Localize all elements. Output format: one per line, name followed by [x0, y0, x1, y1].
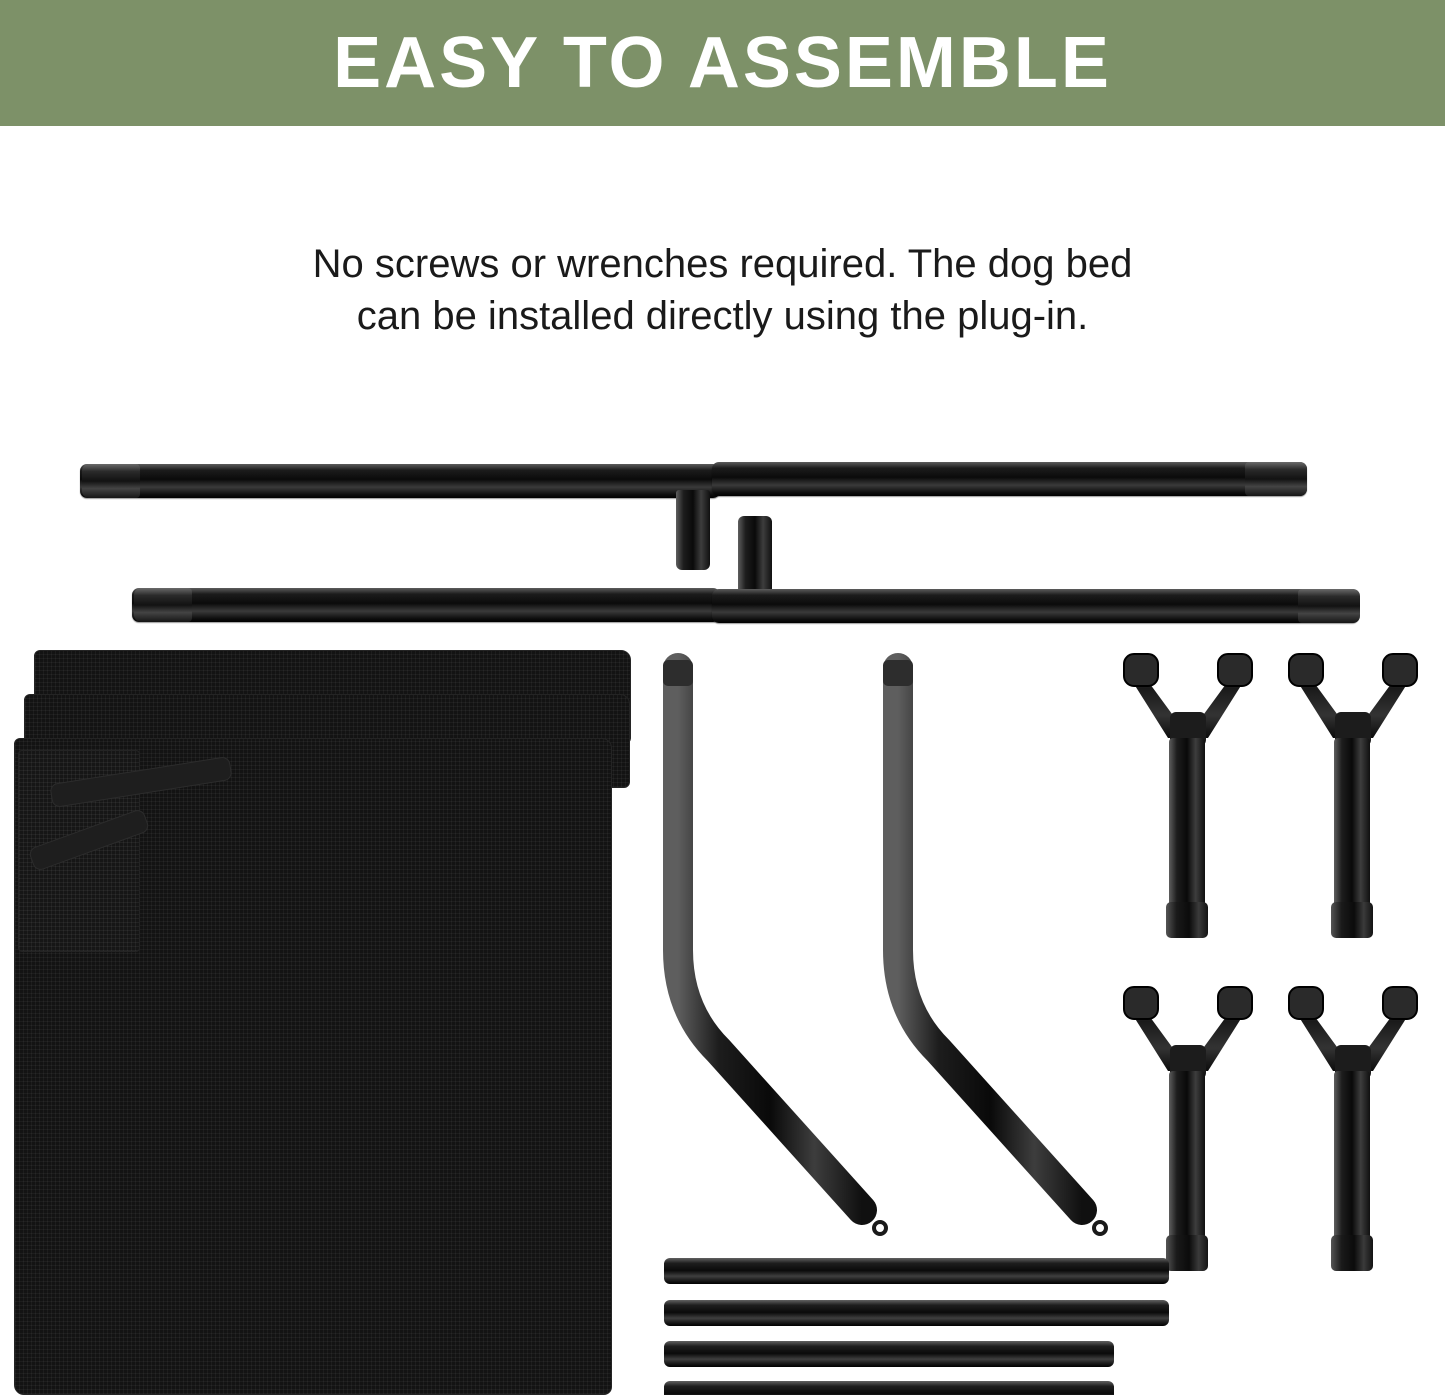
bottom-tee-connector: [738, 516, 772, 594]
bent-leg-right: [860, 650, 1130, 1250]
foot-end-cap: [1331, 1235, 1373, 1271]
top-crossbar-left-end-cap: [82, 464, 140, 498]
y-connector-foot-icon: [1120, 985, 1256, 1081]
bottom-crossbar-right: [712, 589, 1359, 623]
top-crossbar-right: [712, 462, 1307, 496]
foot-assembly-bottom-left: [1120, 985, 1256, 1275]
foot-leg-tube: [1169, 738, 1205, 914]
short-tube-1: [664, 1258, 1169, 1284]
y-connector-foot-icon: [1285, 985, 1421, 1081]
foot-assembly-top-right: [1285, 652, 1421, 942]
foot-leg-tube: [1169, 1071, 1205, 1247]
subtitle-line-2: can be installed directly using the plug-in.: [356, 294, 1089, 338]
top-tee-connector: [676, 490, 710, 570]
banner-title: EASY TO ASSEMBLE: [333, 23, 1112, 103]
foot-end-cap: [1331, 902, 1373, 938]
bottom-crossbar-right-end-cap: [1298, 589, 1360, 623]
foot-assembly-top-left: [1120, 652, 1256, 942]
short-tube-4: [664, 1381, 1114, 1395]
bottom-crossbar-left-end-cap: [134, 588, 192, 622]
top-crossbar-right-end-cap: [1245, 462, 1307, 496]
mesh-fabric-bundle: [10, 650, 650, 1395]
foot-end-cap: [1166, 902, 1208, 938]
foot-leg-tube: [1334, 738, 1370, 914]
foot-leg-tube: [1334, 1071, 1370, 1247]
y-connector-foot-icon: [1120, 652, 1256, 748]
bottom-crossbar-left: [132, 588, 720, 622]
foot-end-cap: [1166, 1235, 1208, 1271]
short-tube-3: [664, 1341, 1114, 1367]
bent-pole-icon: [860, 650, 1130, 1250]
foot-assembly-bottom-right: [1285, 985, 1421, 1275]
y-connector-foot-icon: [1285, 652, 1421, 748]
subtitle-line-1: No screws or wrenches required. The dog bed: [312, 242, 1133, 286]
top-crossbar-left: [80, 464, 720, 498]
short-tube-2: [664, 1300, 1169, 1326]
